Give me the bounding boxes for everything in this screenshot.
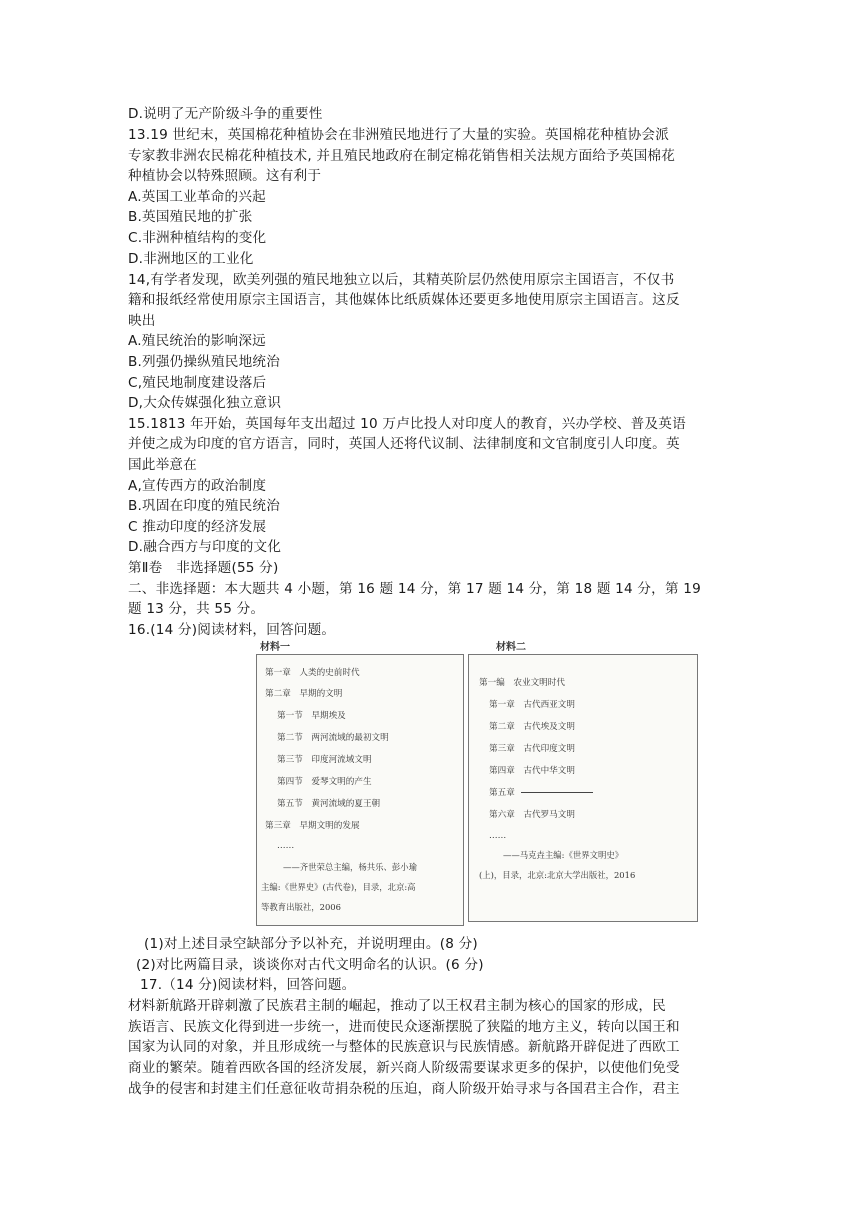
option-b-q14: B.列强仍操纵殖民地统治 — [128, 354, 280, 370]
question-13-line-2: 专家教非洲农民棉花种植技术, 并且殖民地政府在制定棉花销售相关法规方面给予英国棉花 — [128, 148, 675, 164]
fill-in-blank — [521, 792, 593, 793]
toc-item: 第二节 两河流域的最初文明 — [277, 733, 389, 743]
material-2-tag: 材料二 — [496, 642, 526, 653]
question-16-part-2: (2)对比两篇目录，谈谈你对古代文明命名的认识。(6 分) — [136, 957, 484, 973]
option-d-q12: D.说明了无产阶级斗争的重要性 — [128, 106, 323, 122]
section-heading: 第Ⅱ卷 非选择题(55 分) — [128, 560, 279, 576]
option-d-q14: D,大众传媒强化独立意识 — [128, 395, 282, 411]
question-13-line-1: 13.19 世纪末，英国棉花种植协会在非洲殖民地进行了大量的实验。英国棉花种植协会派 — [128, 127, 670, 143]
question-15-line-2: 并使之成为印度的官方语言，同时，英国人还将代议制、法律制度和文官制度引人印度。英 — [128, 436, 680, 452]
question-17-material-line-1: 材料新航路开辟刺激了民族君主制的崛起，推动了以王权君主制为核心的国家的形成，民 — [128, 998, 666, 1014]
option-c-q15: C 推动印度的经济发展 — [128, 519, 267, 535]
material-1-tag: 材料一 — [260, 642, 290, 653]
section-instructions-line-1: 二、非选择题：本大题共 4 小题，第 16 题 14 分，第 17 题 14 分，第 18 题 14 分，第 19 — [128, 581, 701, 597]
question-14-line-3: 映出 — [128, 313, 156, 329]
toc-item: 第一章 古代西亚文明 — [489, 700, 575, 710]
option-a-q14: A.殖民统治的影响深远 — [128, 333, 266, 349]
materials-figure — [256, 636, 700, 928]
material-1-source-line: 主编:《世界史》(古代卷)，目录，北京:高 — [261, 882, 416, 892]
toc-item: 第六章 古代罗马文明 — [489, 810, 575, 820]
option-b-q13: B.英国殖民地的扩张 — [128, 209, 253, 225]
toc-item: …… — [277, 841, 295, 851]
question-14-line-2: 籍和报纸经常使用原宗主国语言，其他媒体比纸质媒体还要更多地使用原宗主国语言。这反 — [128, 292, 680, 308]
material-2-source-line: (上)，目录，北京:北京大学出版社，2016 — [479, 870, 636, 880]
toc-item: 第三节 印度河流域文明 — [277, 755, 372, 765]
question-15-line-1: 15.1813 年开始，英国每年支出超过 10 万卢比投人对印度人的教育，兴办学校、普及英语 — [128, 416, 686, 432]
question-14-line-1: 14,有学者发现，欧美列强的殖民地独立以后，其精英阶层仍然使用原宗主国语言，不仅书 — [128, 272, 675, 288]
material-2-box — [468, 654, 698, 922]
toc-item: 第一章 人类的史前时代 — [265, 668, 360, 678]
toc-item: 第二章 古代埃及文明 — [489, 722, 575, 732]
option-c-q13: C.非洲种植结构的变化 — [128, 230, 267, 246]
question-16-prompt: 16.(14 分)阅读材料，回答问题。 — [128, 622, 336, 638]
option-d-q13: D.非洲地区的工业化 — [128, 251, 254, 267]
question-13-line-3: 种植协会以特殊照顾。这有利于 — [128, 168, 322, 184]
material-1-source-line: ——齐世荣总主编，杨共乐、彭小瑜 — [283, 862, 417, 872]
option-d-q15: D.融合西方与印度的文化 — [128, 539, 282, 555]
toc-item: 第五节 黄河流域的夏王朝 — [277, 799, 381, 809]
option-a-q13: A.英国工业革命的兴起 — [128, 189, 266, 205]
question-17-material-line-3: 国家为认同的对象，并且形成统一与整体的民族意识与民族情感。新航路开辟促进了西欧工 — [128, 1039, 680, 1055]
toc-item: 第三章 早期文明的发展 — [265, 821, 360, 831]
question-17-prompt: 17.（14 分)阅读材料，回答问题。 — [140, 977, 356, 993]
question-17-material-line-4: 商业的繁荣。随着西欧各国的经济发展，新兴商人阶级需要谋求更多的保护，以使他们免受 — [128, 1060, 680, 1076]
section-instructions-line-2: 题 13 分，共 55 分。 — [128, 601, 265, 617]
toc-item: 第五章 — [489, 788, 515, 798]
toc-item: 第二章 早期的文明 — [265, 689, 343, 699]
toc-item: …… — [489, 831, 507, 841]
toc-item-blank — [489, 787, 593, 799]
option-a-q15: A,宣传西方的政治制度 — [128, 478, 267, 494]
option-c-q14: C,殖民地制度建设落后 — [128, 375, 267, 391]
material-1-box — [256, 654, 464, 926]
question-17-material-line-5: 战争的侵害和封建主们任意征收苛捐杂税的压迫，商人阶级开始寻求与各国君主合作，君主 — [128, 1081, 680, 1097]
material-2-source-line: ——马克垚主编:《世界文明史》 — [503, 850, 624, 860]
toc-item: 第四章 古代中华文明 — [489, 766, 575, 776]
toc-item: 第一节 早期埃及 — [277, 711, 346, 721]
material-1-source-line: 等教育出版社，2006 — [261, 902, 341, 912]
question-16-part-1: (1)对上述目录空缺部分予以补充，并说明理由。(8 分) — [144, 936, 478, 952]
option-b-q15: B.巩固在印度的殖民统治 — [128, 498, 280, 514]
toc-item: 第一编 农业文明时代 — [479, 678, 565, 688]
question-17-material-line-2: 族语言、民族文化得到进一步统一，进而使民众逐渐摆脱了狭隘的地方主义，转向以国王和 — [128, 1019, 680, 1035]
question-15-line-3: 国此举意在 — [128, 457, 197, 473]
toc-item: 第四节 爱琴文明的产生 — [277, 777, 372, 787]
toc-item: 第三章 古代印度文明 — [489, 744, 575, 754]
